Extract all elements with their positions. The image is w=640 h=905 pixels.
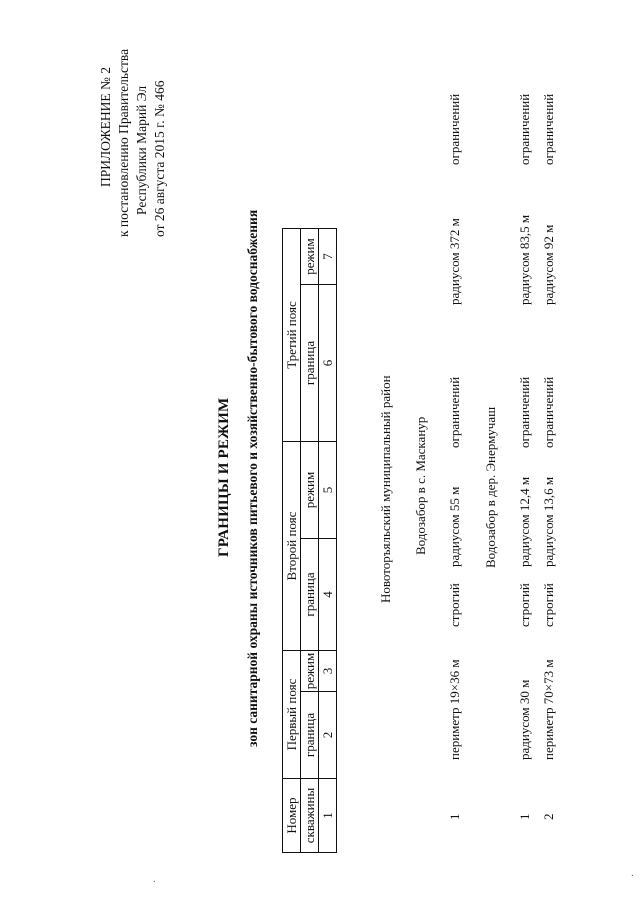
- second-belt-boundary-value: радиусом 13,6 м: [541, 476, 556, 567]
- republic-name: Республики Марий Эл: [134, 85, 149, 215]
- third-belt-regime-value: ограничений: [541, 93, 556, 165]
- first-belt-regime: режим: [301, 651, 319, 692]
- third-belt-regime-value: ограничений: [517, 93, 532, 165]
- row-number: 1: [447, 813, 462, 820]
- col-number-1: 1: [319, 779, 337, 853]
- col-number-6: 6: [319, 285, 337, 442]
- second-belt-regime-value: ограничений: [517, 376, 532, 448]
- second-belt-boundary-value: радиусом 12,4 м: [517, 476, 532, 567]
- col-number-7: 7: [319, 229, 337, 285]
- first-belt-regime-value: строгий: [517, 583, 532, 627]
- col-number-2: 2: [319, 692, 337, 779]
- second-belt-regime-value: ограничений: [541, 376, 556, 448]
- col-well-number-header: Номер: [283, 779, 301, 853]
- col-number-5: 5: [319, 442, 337, 539]
- district-heading: Новоторъяльский муниципальный район: [378, 375, 393, 603]
- first-belt-regime-value: строгий: [541, 583, 556, 627]
- section-title-maskanur: Водозабор в с. Масканур: [413, 416, 428, 555]
- col-well-number-header-2: скважины: [301, 779, 319, 853]
- third-belt-boundary-value: радиусом 372 м: [447, 218, 462, 305]
- col-number-3: 3: [319, 651, 337, 692]
- row-number: 2: [541, 813, 556, 820]
- third-belt-boundary-value: радиусом 92 м: [541, 224, 556, 305]
- section-title-enermuchash: Водозабор в дер. Энермучаш: [483, 406, 498, 568]
- second-belt-header: Второй пояс: [283, 442, 301, 651]
- second-belt-boundary-value: радиусом 55 м: [447, 486, 462, 567]
- second-belt-boundary: граница: [301, 539, 319, 651]
- first-belt-boundary-value: периметр 70×73 м: [541, 659, 556, 760]
- document-title: ГРАНИЦЫ И РЕЖИМ: [216, 397, 232, 557]
- first-belt-boundary-value: периметр 19×36 м: [447, 659, 462, 760]
- first-belt-header: Первый пояс: [283, 651, 301, 779]
- first-belt-boundary-value: радиусом 30 м: [517, 679, 532, 760]
- zones-table: [282, 228, 337, 853]
- second-belt-regime-value: ограничений: [447, 376, 462, 448]
- first-belt-boundary: граница: [301, 692, 319, 779]
- third-belt-boundary: граница: [301, 285, 319, 442]
- first-belt-regime-value: строгий: [447, 583, 462, 627]
- col-number-4: 4: [319, 539, 337, 651]
- scan-speck: ·: [628, 873, 639, 877]
- third-belt-regime-value: ограничений: [447, 93, 462, 165]
- row-number: 1: [517, 813, 532, 820]
- third-belt-regime: режим: [301, 229, 319, 285]
- scan-speck: ·: [150, 879, 161, 883]
- appendix-number: ПРИЛОЖЕНИЕ № 2: [98, 66, 113, 187]
- third-belt-boundary-value: радиусом 83,5 м: [517, 214, 532, 305]
- decree-reference: к постановлению Правительства: [116, 48, 131, 237]
- decree-date: от 26 августа 2015 г. № 466: [152, 80, 167, 237]
- second-belt-regime: режим: [301, 442, 319, 539]
- third-belt-header: Третий пояс: [283, 229, 301, 442]
- document-subtitle: зон санитарной охраны источников питьевого и хозяйственно-бытового водоснабжения: [245, 209, 260, 747]
